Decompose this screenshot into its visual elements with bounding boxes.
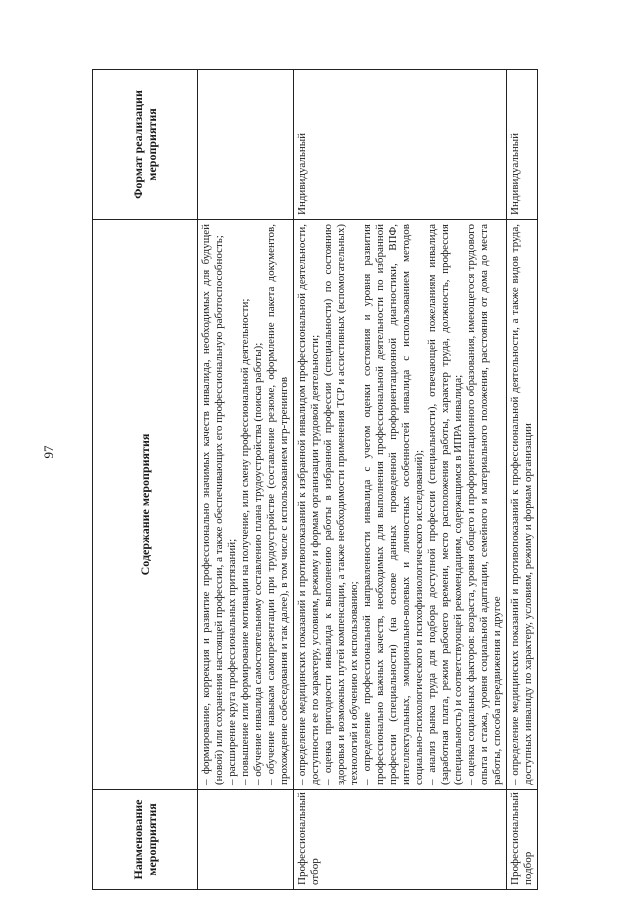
content-item: – определение медицинских показаний и противопоказаний к избранной инвалидом профессиональной деятельности, доступности ее по характеру, условиям, режиму и формам организации трудовой деятельности;: [296, 224, 321, 785]
row-format: Индивидуальный: [294, 70, 507, 220]
content-item: – повышение или формирование мотивации на получение, или смену профессиональной деятельности;: [239, 298, 251, 785]
table-row: [507, 70, 538, 890]
content-item: – оценка пригодности инвалида к выполнению работы в избранной профессии (специальности) по состоянию здоровья и возможных путей компенсации, а также необходимости применения ТСР и ассистивных (вспомогательных) технологий и обучению их использованию;: [322, 224, 360, 785]
row-name: Профессиональный отбор: [294, 790, 507, 890]
content-item: – расширение круга профессиональных притязаний;: [226, 538, 238, 785]
table-header-row: [93, 70, 198, 890]
content-item: – обучение инвалида самостоятельному составлению плана трудоустройства (поиска работы);: [252, 342, 264, 785]
row-format: Индивидуальный: [507, 70, 538, 220]
row-format: [198, 70, 294, 220]
content-item: – оценка социальных факторов: возраста, уровня общего и профориентационного образования, имеющегося трудового опыта и стажа, уровня социальной адаптации, семейного и материального положения, расстояния от дома до места работы, способа передвижения и другое: [465, 224, 503, 785]
rotated-table-container: [92, 70, 580, 890]
row-name: [198, 790, 294, 890]
table-row: [198, 70, 294, 890]
header-format: Формат реализации мероприятия: [93, 70, 198, 220]
measures-table: [92, 69, 538, 890]
content-item: – обучение навыкам самопрезентации при трудоустройстве (составление резюме, оформление пакета документов, прохождение собеседования и так далее), в том числе с использованием игр-тренингов: [265, 224, 290, 785]
content-item: – определение медицинских показаний и противопоказаний к профессиональной деятельности, а также видов труда, доступных инвалиду по характеру, условиям, режиму и формам организации: [509, 224, 534, 785]
content-item: – определение профессиональной направленности инвалида с учетом оценки состояния и уровня развития профессионально важных качеств, необходимых для выполнения профессиональной деятельности по избранной профессии (специальности) (на основе данных проведенной профориентационной диагностики, ВПФ, интеллектуальных, эмоционально-волевых и личностных особенностей инвалида с использованием методов социально-психологического и психофизиологического исследований);: [361, 224, 425, 785]
page-number: 97: [41, 445, 56, 459]
row-name: Профессиональный подбор: [507, 790, 538, 890]
content-item: – анализ рынка труда для подбора доступной профессии (специальности), отвечающей пожеланиям инвалида (заработная плата, режим рабочего времени, место расположения работы, характер труда, должность, профессия (специальность) и соответствующей рекомендациям, содержащимся в ИПРА инвалида;: [426, 224, 464, 785]
row-content: [507, 220, 538, 790]
row-content: [294, 220, 507, 790]
header-content: Содержание мероприятия: [93, 220, 198, 790]
row-content: [198, 220, 294, 790]
header-name: Наименование мероприятия: [93, 790, 198, 890]
table-row: [294, 70, 507, 890]
content-item: – формирование, коррекция и развитие профессионально значимых качеств инвалида, необходимых для будущей (новой) или сохранения настоящей профессии, а также обеспечивающих его профессиональную работоспособность;: [200, 224, 225, 785]
